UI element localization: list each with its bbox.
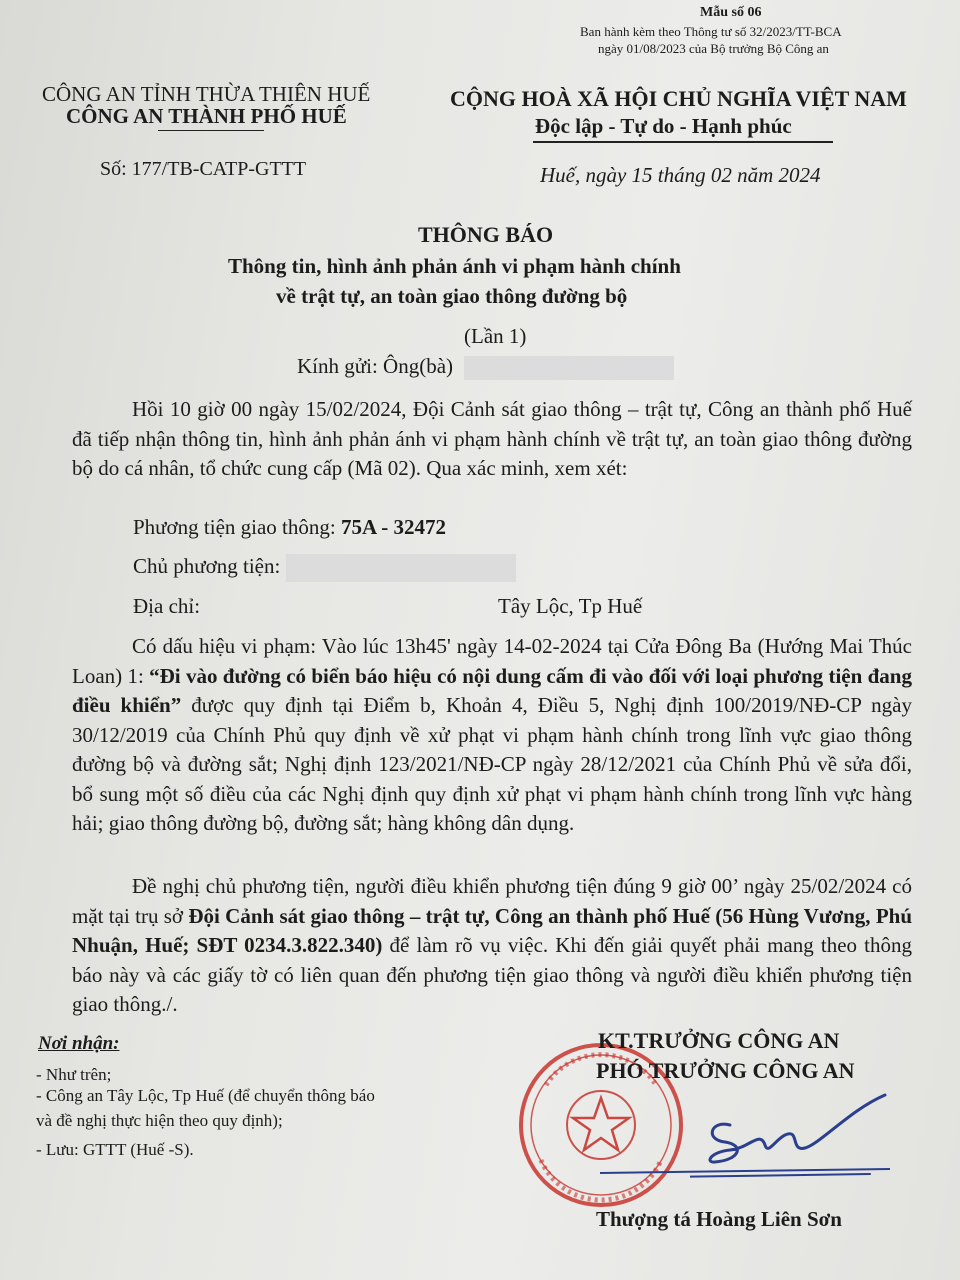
violation-intro: Có dấu hiệu vi phạm: Vào lúc 13h45' ngày 14-02-2024 tại Cửa Đông Ba (Hướng Mai Thúc Loan) 1: (72, 634, 912, 688)
request-intro: Đề nghị chủ phương tiện, người điều khiển phương tiện đúng 9 giờ 00’ ngày 25/02/2024 có mặt tại trụ sở (72, 874, 912, 928)
nation-motto: Độc lập - Tự do - Hạnh phúc (535, 114, 792, 138)
intro-text: Hồi 10 giờ 00 ngày 15/02/2024, Đội Cảnh sát giao thông – trật tự, Công an thành phố Huế đã tiếp nhận thông tin, hình ảnh phản ánh vi phạm hành chính về trật tự, an toàn giao thông đường bộ do cá nhân, tổ chức cung cấp (Mã 02). Qua xác minh, xem xét: (72, 397, 912, 480)
signature-title-2: PHÓ TRƯỞNG CÔNG AN (596, 1058, 855, 1083)
document-number: Số: 177/TB-CATP-GTTT (100, 158, 307, 180)
owner-name-redacted (286, 554, 516, 582)
form-reference-line-2: ngày 01/08/2023 của Bộ trưởng Bộ Công an (598, 41, 829, 56)
recipient-item: và đề nghị thực hiện theo quy định); (36, 1111, 283, 1130)
recipient-item: - Như trên; (36, 1065, 112, 1084)
intro-paragraph (72, 395, 912, 484)
document-date: Huế, ngày 15 tháng 02 năm 2024 (540, 163, 821, 187)
recipient-item: - Công an Tây Lộc, Tp Huế (để chuyển thông báo (36, 1086, 375, 1105)
violation-paragraph (72, 632, 912, 839)
org-underline (158, 130, 264, 131)
owner-field (133, 554, 516, 582)
recipient-item: - Lưu: GTTT (Huế -S). (36, 1140, 194, 1159)
vehicle-plate: 75A - 32472 (340, 515, 446, 539)
org-unit: CÔNG AN THÀNH PHỐ HUẾ (66, 104, 347, 128)
violation-description: “Đi vào đường có biển báo hiệu có nội dung cấm đi vào đối với loại phương tiện đang điều khiển” (72, 663, 912, 717)
owner-label: Chủ phương tiện: (133, 554, 281, 578)
handwritten-signature (690, 1090, 890, 1190)
motto-underline (533, 141, 833, 143)
recipient-name-redacted (464, 356, 674, 380)
vehicle-label: Phương tiện giao thông: (133, 515, 336, 539)
address-value: Tây Lộc, Tp Huế (498, 594, 643, 618)
signer-name: Thượng tá Hoàng Liên Sơn (596, 1207, 842, 1231)
recipients-label: Nơi nhận: (38, 1033, 120, 1054)
org-parent: CÔNG AN TỈNH THỪA THIÊN HUẾ (42, 82, 371, 106)
document-title: THÔNG BÁO (418, 222, 554, 247)
violation-legal-basis: được quy định tại Điểm b, Khoản 4, Điều 5, Nghị định 100/2019/NĐ-CP ngày 30/12/2019 của Chính Phủ quy định về xử phạt vi phạm hành chính trong lĩnh vực giao thông đường bộ và đường sắt; Nghị định 123/2021/NĐ-CP ngày 28/12/2021 của Chính Phủ về sửa đổi, bổ sung một số điều của các Nghị định quy định xử phạt vi phạm hành chính trong lĩnh vực hàng hải; giao thông đường bộ, đường sắt; hàng không dân dụng. (72, 693, 912, 835)
form-reference-line-1: Ban hành kèm theo Thông tư số 32/2023/TT-BCA (580, 24, 842, 39)
document-subtitle-2: về trật tự, an toàn giao thông đường bộ (276, 284, 628, 308)
recipient-label: Kính gửi: Ông(bà) (297, 354, 454, 378)
notice-round: (Lần 1) (464, 324, 527, 348)
signature-title-1: KT.TRƯỞNG CÔNG AN (598, 1028, 840, 1053)
form-number: Mẫu số 06 (700, 5, 762, 20)
address-label: Địa chỉ: (133, 594, 201, 618)
request-instructions: để làm rõ vụ việc. Khi đến giải quyết phải mang theo thông báo này và các giấy tờ có liên quan đến phương tiện giao thông và người điều khiển phương tiện giao thông./. (72, 933, 913, 1016)
vehicle-field (133, 515, 446, 540)
nation-title: CỘNG HOÀ XÃ HỘI CHỦ NGHĨA VIỆT NAM (450, 86, 907, 111)
recipient-salutation (297, 354, 674, 380)
request-paragraph (72, 872, 912, 1020)
request-location: Đội Cảnh sát giao thông – trật tự, Công an thành phố Huế (56 Hùng Vương, Phú Nhuận, Huế; SĐT 0234.3.822.340) (72, 903, 913, 957)
document-subtitle-1: Thông tin, hình ảnh phản ánh vi phạm hành chính (228, 254, 681, 278)
